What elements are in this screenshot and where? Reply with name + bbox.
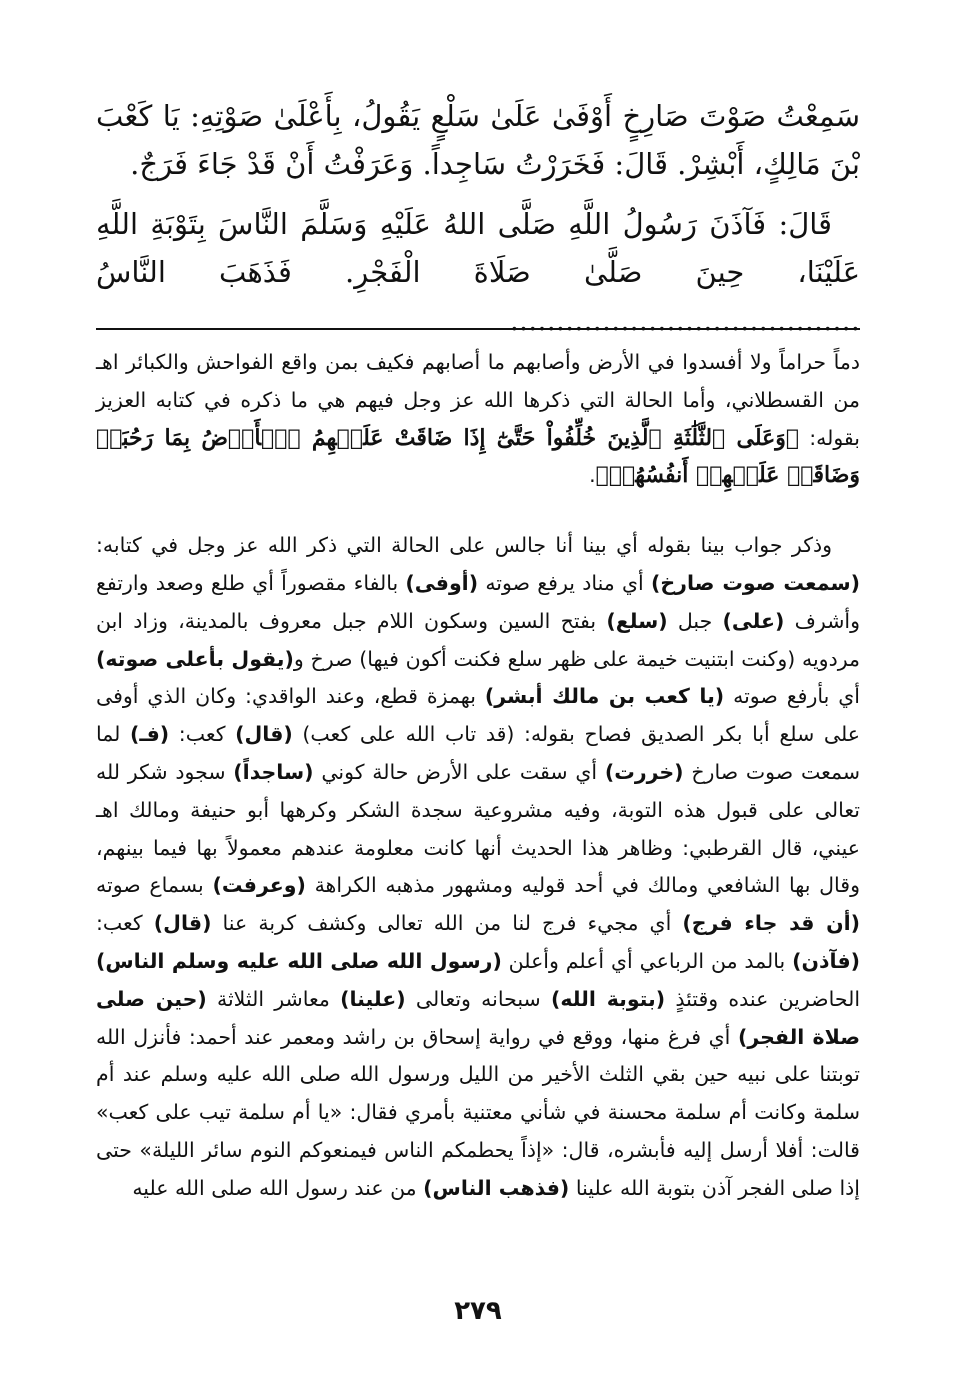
quoted-phrase: (يقول بأعلى صوته)	[96, 646, 294, 671]
quoted-phrase: (قال)	[235, 722, 293, 747]
commentary-paragraph-1-end: .	[589, 463, 596, 488]
commentary-segment: من عند رسول الله صلى الله عليه	[132, 1175, 424, 1200]
quoted-phrase: (قال)	[153, 911, 212, 936]
commentary-segment: الحاضرين عنده وقتئذٍ	[665, 986, 861, 1011]
hadith-text	[96, 92, 860, 344]
commentary-text	[96, 344, 860, 1208]
commentary-segment: أي مناد يرفع صوته	[478, 570, 651, 595]
commentary-paragraph-1-text: دماً حراماً ولا أفسدوا في الأرض وأصابهم ما أصابهم فكيف بمن واقع الفواحش والكبائر اهـ من القسطلاني، وأما الحالة التي ذكرها الله عز وجل فيهم هي ما ذكره في كتابه العزيز بقوله:	[96, 350, 861, 450]
footnote-divider	[96, 328, 860, 330]
commentary-segment: بسماع صوته	[96, 873, 213, 898]
page-number: ٢٧٩	[454, 1296, 502, 1326]
commentary-segment: سبحانه وتعالى	[405, 986, 551, 1011]
commentary-segment: معاشر الثلاثة	[206, 986, 341, 1011]
quoted-phrase: (يا كعب بن مالك أبشر)	[484, 684, 725, 709]
hadith-paragraph-2	[96, 200, 860, 344]
quoted-phrase: (خررت)	[604, 759, 684, 784]
quoted-phrase: (سمعت صوت صارخ)	[651, 570, 860, 595]
commentary-segment: بالمد من الرباعي أي أعلم وأعلن	[501, 948, 793, 973]
commentary-segment: جبل	[667, 608, 723, 633]
hadith-paragraph-1: سَمِعْتُ صَوْتَ صَارِخٍ أَوْفَىٰ عَلَىٰ سَلْعٍ يَقُولُ، بِأَعْلَىٰ صَوْتِهِ: يَا كَعْبَ بْنَ مَالِكٍ، أَبْشِرْ. قَالَ: فَخَرَرْتُ سَاجِداً. وَعَرَفْتُ أَنْ قَدْ جَاءَ فَرَجٌ.	[96, 99, 860, 181]
commentary-segment: كعب:	[169, 722, 236, 747]
commentary-segment: بفتح السين وسكون اللام جبل معروف بالمدينة، وزاد ابن مردويه (وكنت ابتنيت خيمة على ظهر سلع فكنت أكون فيها) صرخ و	[96, 608, 860, 671]
quran-verse: ﴿وَعَلَى ٱلثَّلَٰثَةِ ٱلَّذِينَ خُلِّفُواْ حَتَّىٰٓ إِذَا ضَاقَتْ عَلَيۡهِمُ ٱلۡأَرۡضُ بِمَا رَحُبَتۡ وَضَاقَتۡ عَلَيۡهِمۡ أَنفُسُهُمۡ﴾	[96, 424, 860, 489]
commentary-segment: وذكر جواب بينا بقوله أي بينا أنا جالس على الحالة التي ذكر الله عز وجل في كتابه:	[96, 533, 832, 558]
quoted-phrase: (فآذن)	[792, 948, 860, 973]
commentary-segment: أي مجيء فرج لنا من الله تعالى وكشف كربة عنا	[211, 911, 683, 936]
commentary-paragraph-2	[96, 527, 860, 1207]
quoted-phrase: (بتوبة الله)	[550, 986, 666, 1011]
quoted-phrase: (أن قد جاء فرج)	[682, 911, 860, 936]
quoted-phrase: (أوفى)	[405, 570, 479, 595]
hadith-paragraph-2-text: قَالَ: فَآذَنَ رَسُولُ اللَّهِ صَلَّى اللهُ عَلَيْهِ وَسَلَّمَ النَّاسَ بِتَوْبَةِ اللَّهِ عَلَيْنَا، حِينَ صَلَّىٰ صَلَاةَ الْفَجْرِ. فَذَهَبَ النَّاسُ	[96, 207, 860, 289]
quoted-phrase: (على)	[722, 608, 785, 633]
quoted-phrase: (علينا)	[340, 986, 406, 1011]
quoted-phrase: (فـ)	[129, 722, 170, 747]
commentary-segment: سجود شكر لله تعالى على قبول هذه التوبة، وفيه مشروعية سجدة الشكر وكرهها أبو حنيفة ومالك اهـ عيني، قال القرطبي: وظاهر هذا الحديث أنها كانت معلومة عندهم معمولاً بها فيما بينهم، وقال بها الشافعي ومالك في أحد قوليه ومشهور مذهبه الكراهة	[96, 759, 860, 898]
commentary-segment: أي سقت على الأرض حالة كوني	[313, 759, 605, 784]
commentary-segment: لما سمعت صوت صارخ	[96, 722, 861, 784]
quoted-phrase: (حين صلى صلاة الفجر)	[96, 986, 860, 1049]
commentary-segment: أي فرغ منها، ووقع في رواية إسحاق بن راشد ومعمر عند أحمد: فأنزل الله توبتنا على نبيه حين بقي الثلث الأخير من الليل ورسول الله صلى الله عليه وسلم عند أم سلمة وكانت أم سلمة محسنة في شأني معتنية بأمري فقال: «يا أم سلمة تيب على كعب» قالت: أفلا أرسل إليه فأبشره، قال: «إذاً يحطمكم الناس فيمنعوكم النوم سائر الليلة» حتى إذا صلى الفجر آذن بتوبة الله علينا	[96, 1024, 860, 1200]
commentary-segment: أي بأرفع صوته	[724, 684, 861, 709]
commentary-segment: بهمزة قطع، وعند الواقدي: وكان الذي أوفى على سلع أبا بكر الصديق فصاح بقوله: (قد تاب الله على كعب)	[96, 684, 860, 747]
ellipsis-trail: ......................................	[509, 303, 860, 337]
quoted-phrase: (سلع)	[606, 608, 668, 633]
quoted-phrase: (رسول الله صلى الله عليه وسلم الناس)	[96, 948, 502, 973]
quoted-phrase: (ساجداً)	[233, 759, 314, 784]
quoted-phrase: (وعرفت)	[212, 873, 306, 898]
commentary-paragraph-1	[96, 344, 860, 495]
quoted-phrase: (فذهب الناس)	[423, 1175, 570, 1200]
commentary-segment: بالفاء مقصوراً أي طلع وصعد وارتفع وأشرف	[96, 570, 860, 633]
commentary-segment: كعب:	[96, 911, 154, 936]
